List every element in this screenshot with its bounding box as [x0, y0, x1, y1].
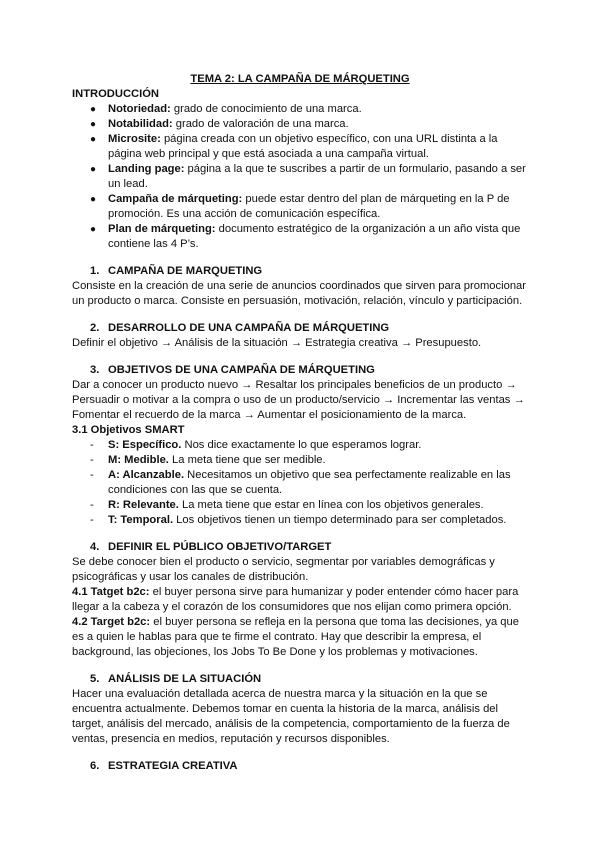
- target-b2b-paragraph: 4.2 Target b2c: el buyer persona se refleja en la persona que toma las decisiones, ya que es a quien le hablas para que te firme el contrato. Hay que describir la empresa, el background, las objeciones, los Jobs To Be Done y los problemas y motivaciones.: [72, 616, 519, 658]
- list-item: ● Notabilidad: grado de valoración de una marca.: [90, 118, 349, 130]
- list-item: - M: Medible. La meta tiene que ser medible.: [90, 454, 326, 466]
- intro-heading: INTRODUCCIÓN: [72, 88, 160, 100]
- section-1-heading: 1. CAMPAÑA DE MARQUETING: [90, 265, 263, 277]
- intro-list: [72, 102, 528, 252]
- smart-list: [72, 438, 528, 528]
- list-item: - A: Alcanzable. Necesitamos un objetivo que sea perfectamente realizable en las condiciones con las que se cuenta.: [90, 469, 511, 496]
- list-item: ● Microsite: página creada con un objetivo específico, con una URL distinta a la página web principal y que está asociada a una campaña virtual.: [90, 133, 498, 160]
- list-item: ● Notoriedad: grado de conocimiento de una marca.: [90, 103, 362, 115]
- smart-subheading: 3.1 Objetivos SMART: [72, 424, 185, 436]
- list-item: - S: Específico. Nos dice exactamente lo que esperamos lograr.: [90, 439, 422, 451]
- section-2-heading: 2. DESARROLLO DE UNA CAMPAÑA DE MÁRQUETING: [90, 322, 390, 334]
- section-4-text: Se debe conocer bien el producto o servicio, segmentar por variables demográficas y psicográficas y usar los canales de distribución.: [72, 556, 495, 583]
- section-5-text: Hacer una evaluación detallada acerca de nuestra marca y la situación en la que se encuentra actualmente. Debemos tomar en cuenta la historia de la marca, análisis del target, análisis del mercado, análisis de la competencia, comportamiento de la fuerza de ventas, presencia en medios, reputación y recursos disponibles.: [72, 688, 510, 745]
- list-item: ● Campaña de márqueting: puede estar dentro del plan de márqueting en la P de promoción. Es una acción de comunicación específica.: [90, 193, 510, 220]
- target-b2c-paragraph: 4.1 Tatget b2c: el buyer persona sirve para humanizar y poder entender cómo hacer para llegar a la cabeza y el corazón de los consumidores que nos elijan como primera opción.: [72, 586, 519, 613]
- list-item: - R: Relevante. La meta tiene que estar en línea con los objetivos generales.: [90, 499, 484, 511]
- bullet-icon: ●: [90, 119, 97, 130]
- section-2-text: Definir el objetivo → Análisis de la situación → Estrategia creativa → Presupuesto.: [72, 337, 482, 349]
- bullet-icon: ●: [90, 194, 97, 205]
- list-item: ● Plan de márqueting: documento estratégico de la organización a un año vista que contiene las 4 P’s.: [90, 223, 521, 250]
- list-item: - T: Temporal. Los objetivos tienen un tiempo determinado para ser completados.: [90, 514, 507, 526]
- section-4-heading: 4. DEFINIR EL PÚBLICO OBJETIVO/TARGET: [90, 541, 332, 553]
- section-1-text: Consiste en la creación de una serie de anuncios coordinados que sirven para promocionar un producto o marca. Consiste en persuasión, motivación, relación, vínculo y participación.: [72, 280, 526, 307]
- bullet-icon: ●: [90, 104, 97, 115]
- bullet-icon: ●: [90, 134, 97, 145]
- page-title: TEMA 2: LA CAMPAÑA DE MÁRQUETING: [190, 73, 410, 85]
- bullet-icon: ●: [90, 224, 97, 235]
- bullet-icon: ●: [90, 164, 97, 175]
- section-3-heading: 3. OBJETIVOS DE UNA CAMPAÑA DE MÁRQUETING: [90, 364, 375, 376]
- section-5-heading: 5. ANÁLISIS DE LA SITUACIÓN: [90, 673, 262, 685]
- list-item: ● Landing page: página a la que te suscribes a partir de un formulario, pasando a ser un lead.: [90, 163, 526, 190]
- section-3-text: Dar a conocer un producto nuevo → Resaltar los principales beneficios de un producto → Persuadir o motivar a la compra o uso de un producto/servicio → Incrementar las ventas → Fomentar el recuerdo de la marca → Aumentar el posicionamiento de la marca.: [72, 379, 525, 421]
- section-6-heading: 6. ESTRATEGIA CREATIVA: [90, 760, 238, 772]
- document-page: [72, 72, 528, 774]
